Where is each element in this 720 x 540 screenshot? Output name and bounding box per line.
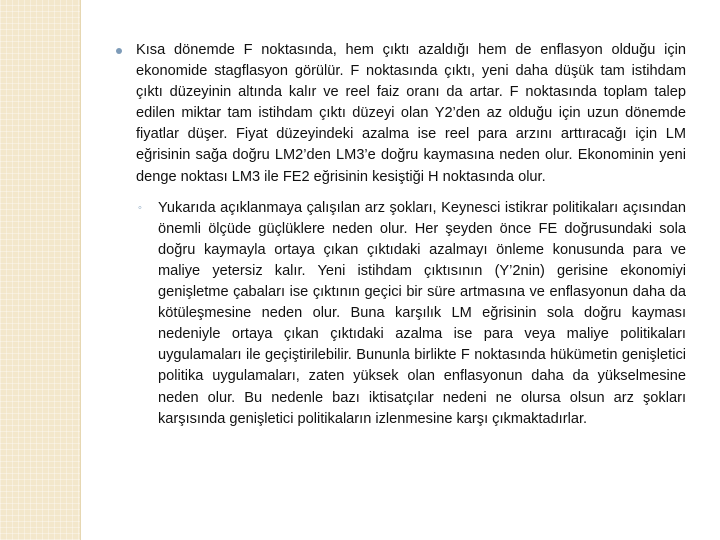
bullet-item xyxy=(110,40,686,188)
sub-bullet-item xyxy=(110,198,686,430)
decorative-left-band xyxy=(0,0,80,540)
hollow-circle-bullet-icon: ◦ xyxy=(138,201,142,214)
decorative-band-edge xyxy=(80,0,81,540)
slide-body xyxy=(110,40,686,430)
sub-bullet-text: Yukarıda açıklanmaya çalışılan arz şokları, Keynesci istikrar politikaları açısından önemli ölçüde güçlüklere neden olur. Her şeyden önce FE doğrusundaki sola doğru kaymayla ortaya çıkan çıktıdaki azalmayı önleme konusunda para ve maliye yetersiz kalır. Yeni istihdam çıktısının (Y’2nin) gerisine ekonomiyi genişletme çabaları ise çıktının geçici bir süre artmasına ve enflasyonun daha da kötüleşmesine neden olur. Buna karşılık LM eğrisinin sola doğru kayması nedeniyle ortaya çıkan çıktıdaki azalma ise para veya maliye politikaları uygulamaları ile geçiştirilebilir. Bununla birlikte F noktasında hükümetin genişletici politika uygulamaları, zaten yüksek olan enflasyonun daha da yükselmesine neden olur. Bu nedenle bazı iktisatçılar nedeni ne olursa olsun arz şokları karşısında genişletici politikaların izlenmesine karşı çıkmaktadırlar. xyxy=(158,199,686,427)
bullet-text: Kısa dönemde F noktasında, hem çıktı azaldığı hem de enflasyon olduğu için ekonomide stagflasyon görülür. F noktasında çıktı, yeni daha düşük tam istihdam çıktı düzeyinin altında kalır ve reel faiz oranı da artar. F noktasında toplam talep edilen miktar tam istihdam çıktı düzeyi olan Y2’den az olduğu için uzun dönemde fiyatlar düşer. Fiyat düzeyindeki azalma ise reel para arzını arttıracağı için LM eğrisinin sağa doğru LM2’den LM3’e doğru kaymasına neden olur. Ekonominin yeni denge noktası LM3 ile FE2 eğrisinin kesiştiği H noktasında olur. xyxy=(136,42,686,185)
bullet-dot-icon xyxy=(116,48,122,54)
